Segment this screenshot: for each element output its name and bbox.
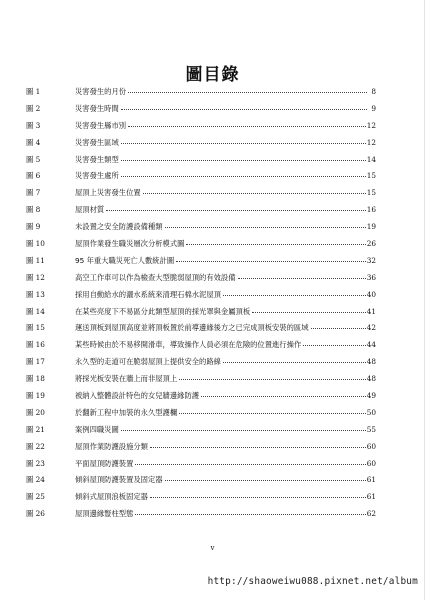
entry-line (75, 405, 376, 422)
page-ref: 44 (366, 340, 376, 350)
page-ref: 61 (366, 475, 376, 485)
entry-line (75, 118, 376, 135)
figure-caption: 屋頂上災害發生位置 (75, 188, 141, 198)
dot-leader (223, 294, 366, 296)
figure-caption: 永久型的走道可在脆弱屋頂上提供安全的路線 (75, 357, 221, 367)
toc-entry[interactable] (26, 439, 376, 456)
figure-caption: 被納入整體設計特色的女兒牆邊緣防護 (75, 391, 200, 401)
figure-caption: 災害發生的月份 (75, 87, 127, 96)
figure-number: 圖 19 (26, 391, 45, 401)
figure-number: 圖 9 (26, 222, 41, 232)
dot-leader (201, 395, 366, 397)
figure-number: 圖 18 (26, 374, 45, 384)
dot-leader (121, 108, 367, 110)
figure-number: 圖 22 (26, 441, 45, 451)
entry-line (75, 236, 376, 253)
toc-entry[interactable] (26, 422, 376, 439)
figure-caption: 於翻新工程中加裝的永久型護欄 (75, 407, 178, 417)
entry-line (75, 202, 376, 219)
dot-leader (165, 226, 366, 228)
page-ref: 26 (366, 239, 376, 249)
toc-entry[interactable] (26, 135, 376, 152)
entry-line (75, 168, 376, 185)
dot-leader (143, 192, 366, 194)
entry-line (75, 152, 376, 169)
figure-number: 圖 23 (26, 458, 45, 468)
page-ref: 60 (366, 458, 376, 468)
page-title: 圖目錄 (185, 65, 240, 85)
figure-caption: 屋頂邊緣豎柱型態 (75, 509, 134, 519)
dot-leader (128, 125, 366, 127)
figure-number: 圖 6 (26, 171, 41, 181)
figure-number: 圖 13 (26, 289, 45, 299)
page-ref: 19 (366, 222, 376, 232)
watermark-url: http://shaoweiwu088.pixnet.net/album (207, 576, 418, 587)
toc-entry[interactable] (26, 506, 376, 523)
toc-entry[interactable] (26, 84, 376, 101)
figure-caption: 屋頂作業防護設施分類 (75, 441, 148, 451)
entry-line (75, 337, 376, 354)
toc-entry[interactable] (26, 371, 376, 388)
toc-entry[interactable] (26, 118, 376, 135)
page-ref: 12 (366, 120, 376, 130)
toc-entry[interactable] (26, 202, 376, 219)
page-ref: 60 (366, 441, 376, 451)
dot-leader (106, 209, 366, 211)
entry-line (75, 320, 376, 337)
figure-caption: 案例四職災圖 (75, 424, 119, 434)
page-ref: 15 (366, 188, 376, 198)
dot-leader (303, 344, 366, 346)
toc-entry[interactable] (26, 253, 376, 270)
dot-leader (128, 91, 367, 93)
dot-leader (135, 463, 365, 465)
page-ref: 36 (366, 272, 376, 282)
page-ref: 48 (366, 374, 376, 384)
figure-caption: 災害發生處所 (75, 171, 119, 181)
entry-line (75, 388, 376, 405)
dot-leader (186, 243, 365, 245)
figure-caption: 平面屋頂防護裝置 (75, 458, 134, 468)
entry-line (75, 506, 376, 523)
entry-line (75, 270, 376, 287)
page-ref: 42 (366, 323, 376, 333)
dot-leader (179, 412, 366, 414)
figure-caption: 將採光板安裝在牆上而非屋頂上 (75, 374, 178, 384)
figure-caption: 高空工作車可以作為檢查大型脆弱屋頂的有效設備 (75, 272, 236, 282)
figure-number: 圖 17 (26, 357, 45, 367)
entry-line (75, 489, 376, 506)
page-ref: 32 (366, 255, 376, 265)
figure-caption: 95 年重大職災死亡人數統計圖 (75, 255, 175, 265)
figure-number: 圖 1 (26, 87, 41, 96)
toc-entry[interactable] (26, 287, 376, 304)
dot-leader (121, 429, 366, 431)
toc-entry[interactable] (26, 270, 376, 287)
toc-entry[interactable] (26, 320, 376, 337)
figure-caption: 採用自動給水的灑水系統來清理石棉水泥屋頂 (75, 289, 221, 299)
toc-entry[interactable] (26, 101, 376, 118)
toc-entry[interactable] (26, 337, 376, 354)
entry-line (75, 84, 376, 101)
toc-entry[interactable] (26, 388, 376, 405)
toc-entry[interactable] (26, 489, 376, 506)
figure-number: 圖 24 (26, 475, 45, 485)
figure-number: 圖 25 (26, 492, 45, 502)
entry-line (75, 456, 376, 473)
entry-line (75, 371, 376, 388)
figure-caption: 屋頂材質 (75, 205, 105, 215)
page-ref: 61 (366, 492, 376, 502)
dot-leader (121, 159, 366, 161)
figure-number: 圖 4 (26, 137, 41, 147)
entry-line (75, 287, 376, 304)
figure-caption: 災害發生區域 (75, 137, 119, 147)
toc-entry[interactable] (26, 219, 376, 236)
page-ref: 14 (366, 154, 376, 164)
figure-caption: 傾斜屋頂防護裝置及固定器 (75, 475, 163, 485)
figure-number: 圖 10 (26, 239, 45, 249)
figure-caption: 傾斜式屋頂浪板固定器 (75, 492, 148, 502)
entry-line (75, 439, 376, 456)
entry-line (75, 354, 376, 371)
entry-line (75, 422, 376, 439)
page-ref: 40 (366, 289, 376, 299)
page-ref: 48 (366, 357, 376, 367)
page-ref: 55 (366, 424, 376, 434)
dot-leader (311, 327, 366, 329)
toc-entry[interactable] (26, 152, 376, 169)
toc-entry[interactable] (26, 304, 376, 321)
toc-entry[interactable] (26, 472, 376, 489)
page-ref: 16 (366, 205, 376, 215)
dot-leader (179, 378, 366, 380)
dot-leader (150, 496, 366, 498)
figure-number: 圖 5 (26, 154, 41, 164)
dot-leader (176, 260, 366, 262)
toc-entry[interactable] (26, 185, 376, 202)
figure-number: 圖 20 (26, 407, 45, 417)
entry-line (75, 304, 376, 321)
toc-entry[interactable] (26, 354, 376, 371)
dot-leader (135, 513, 365, 515)
page-ref: 9 (371, 103, 376, 113)
entry-line (75, 472, 376, 489)
figure-caption: 屋頂作業發生職災層次分析模式圖 (75, 239, 185, 249)
entry-line (75, 219, 376, 236)
figure-number: 圖 15 (26, 323, 45, 333)
figure-caption: 某些時候由於不易移開滑車，導致操作人員必須在危險的位置進行操作 (75, 340, 302, 350)
figure-number: 圖 26 (26, 509, 45, 519)
page-ref: 49 (366, 391, 376, 401)
page-ref: 8 (371, 87, 376, 96)
figure-caption: 災害發生類型 (75, 154, 119, 164)
entry-line (75, 135, 376, 152)
dot-leader (223, 361, 366, 363)
figure-caption: 災害發生縣市別 (75, 120, 127, 130)
figure-number: 圖 3 (26, 120, 41, 130)
entry-line (75, 253, 376, 270)
dot-leader (121, 142, 366, 144)
page-ref: 12 (366, 137, 376, 147)
figure-caption: 災害發生時間 (75, 103, 119, 113)
figure-number: 圖 16 (26, 340, 45, 350)
dot-leader (121, 175, 366, 177)
list-of-figures (26, 84, 376, 523)
dot-leader (238, 277, 366, 279)
figure-number: 圖 14 (26, 306, 45, 316)
figure-number: 圖 8 (26, 205, 41, 215)
dot-leader (150, 446, 366, 448)
page-ref: 15 (366, 171, 376, 181)
figure-number: 圖 12 (26, 272, 45, 282)
toc-entry[interactable] (26, 168, 376, 185)
toc-entry[interactable] (26, 236, 376, 253)
figure-number: 圖 21 (26, 424, 45, 434)
figure-caption: 在某些亮度下不易區分此類型屋頂的採光罩與金屬頂板 (75, 306, 251, 316)
dot-leader (252, 311, 366, 313)
entry-line (75, 101, 376, 118)
toc-entry[interactable] (26, 456, 376, 473)
page-ref: 62 (366, 509, 376, 519)
figure-number: 圖 2 (26, 103, 41, 113)
toc-entry[interactable] (26, 405, 376, 422)
dot-leader (165, 479, 366, 481)
figure-number: 圖 7 (26, 188, 41, 198)
page-number: v (210, 544, 215, 552)
figure-number: 圖 11 (26, 255, 45, 265)
page-ref: 50 (366, 407, 376, 417)
page-ref: 41 (366, 306, 376, 316)
entry-line (75, 185, 376, 202)
figure-caption: 運送頂板到屋頂高度並將頂板置於前導邊緣後方之已完成頂板安裝的區域 (75, 323, 309, 333)
figure-caption: 未設置之安全防護設備種類 (75, 222, 163, 232)
